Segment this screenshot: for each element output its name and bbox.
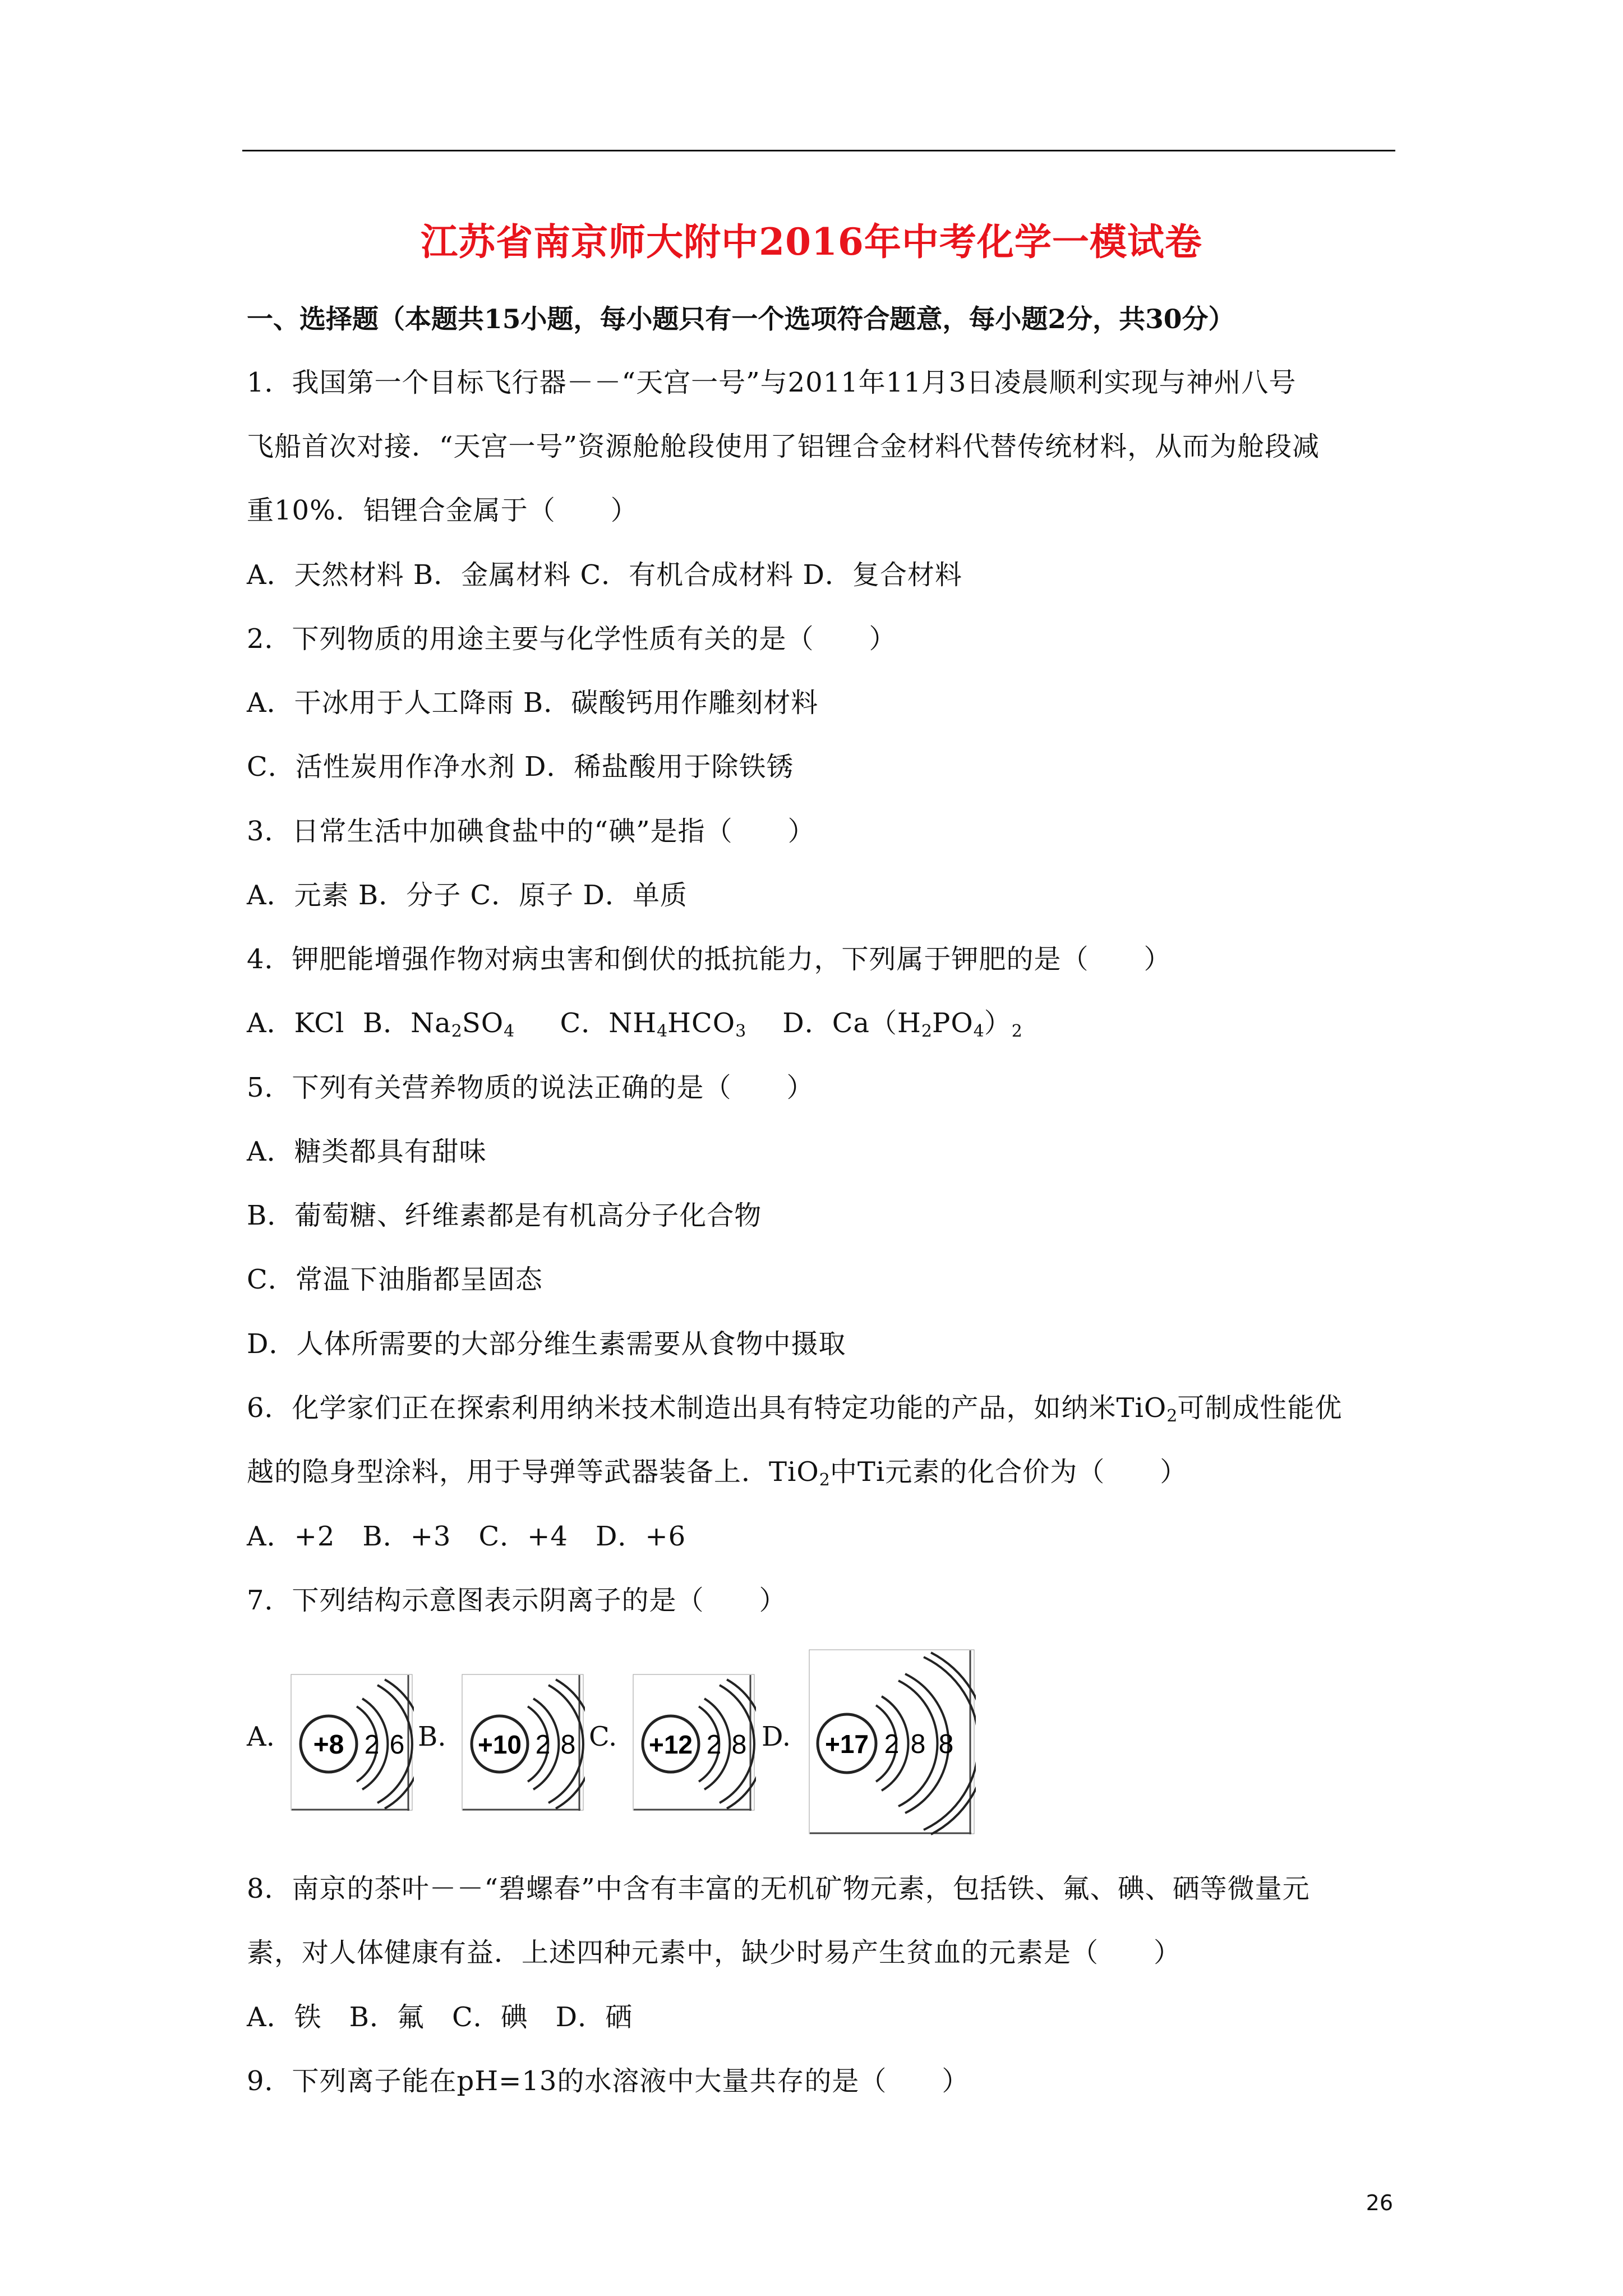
section-header: 一、选择题（本题共15小题，每小题只有一个选项符合题意，每小题2分，共30分） — [247, 304, 1235, 335]
q5-option-b: B．葡萄糖、纤维素都是有机高分子化合物 — [247, 1200, 762, 1231]
q3-stem: 3．日常生活中加碘食盐中的“碘”是指（ ） — [247, 816, 815, 847]
q7-b-nucleus: +10 — [477, 1730, 522, 1759]
q7-d-shell-1: 2 — [884, 1729, 900, 1759]
q7-stem: 7．下列结构示意图表示阴离子的是（ ） — [247, 1585, 787, 1616]
q1-line-1: 1．我国第一个目标飞行器－－“天宫一号”与2011年11月3日凌晨顺利实现与神州八号 — [247, 367, 1297, 398]
q7-c-shell-2: 8 — [731, 1730, 747, 1760]
q7-label-a: A. — [247, 1721, 275, 1752]
q1-line-3: 重10%．铝锂合金属于（ ） — [247, 495, 638, 526]
q7-atom-c — [633, 1674, 756, 1812]
q8-line-2: 素，对人体健康有益．上述四种元素中，缺少时易产生贫血的元素是（ ） — [247, 1937, 1182, 1968]
q4-option-b: B．$Na_2SO_4$ — [362, 1007, 515, 1041]
q7-b-shell-2: 8 — [560, 1730, 576, 1760]
q1-options: A．天然材料 B．金属材料 C．有机合成材料 D．复合材料 — [247, 559, 962, 591]
q1-line-2: 飞船首次对接．“天宫一号”资源舱舱段使用了铝锂合金材料代替传统材料，从而为舱段减 — [247, 431, 1320, 462]
q4-option-c: C．$NH_4HCO_3$ — [560, 1007, 746, 1041]
q7-label-b: B. — [418, 1721, 446, 1752]
q4-stem: 4．钾肥能增强作物对病虫害和倒伏的抵抗能力，下列属于钾肥的是（ ） — [247, 944, 1172, 975]
q2-options-ab: A．干冰用于人工降雨 B．碳酸钙用作雕刻材料 — [247, 687, 819, 719]
q7-atom-a — [291, 1674, 414, 1812]
q2-options-cd: C．活性炭用作净水剂 D．稀盐酸用于除铁锈 — [247, 751, 794, 783]
q7-a-nucleus: +8 — [313, 1730, 344, 1760]
q7-d-shell-2: 8 — [910, 1729, 926, 1759]
q9-stem: 9．下列离子能在pH=13的水溶液中大量共存的是（ ） — [247, 2065, 970, 2097]
q7-label-d: D. — [762, 1721, 791, 1752]
q6-line-2: 越的隐身型涂料，用于导弹等武器装备上．TiO$_2$中Ti元素的化合价为（ ） — [247, 1456, 1188, 1490]
q3-options: A．元素 B．分子 C．原子 D．单质 — [247, 880, 688, 911]
q8-options: A．铁 B．氟 C．碘 D．硒 — [247, 2001, 633, 2033]
q7-d-nucleus: +17 — [824, 1729, 869, 1759]
q7-a-shell-1: 2 — [364, 1730, 380, 1760]
q7-b-shell-1: 2 — [535, 1730, 551, 1760]
q5-option-a: A．糖类都具有甜味 — [247, 1136, 487, 1167]
q6-line-1: 6．化学家们正在探索利用纳米技术制造出具有特定功能的产品，如纳米TiO$_2$可制成性能优 — [247, 1392, 1343, 1426]
q7-c-nucleus: +12 — [648, 1730, 693, 1759]
q5-stem: 5．下列有关营养物质的说法正确的是（ ） — [247, 1072, 814, 1103]
q2-stem: 2．下列物质的用途主要与化学性质有关的是（ ） — [247, 623, 897, 655]
q7-c-shell-1: 2 — [706, 1730, 722, 1760]
q7-atom-d — [809, 1649, 976, 1835]
q8-line-1: 8．南京的茶叶－－“碧螺春”中含有丰富的无机矿物元素，包括铁、氟、碘、硒等微量元 — [247, 1873, 1310, 1904]
q4-option-a: A．KCl — [247, 1007, 345, 1039]
header-rule — [242, 150, 1395, 151]
q7-a-shell-2: 6 — [389, 1730, 405, 1760]
q5-option-c: C．常温下油脂都呈固态 — [247, 1264, 543, 1295]
page-number: 26 — [1366, 2191, 1393, 2215]
exam-title: 江苏省南京师大附中2016年中考化学一模试卷 — [421, 220, 1202, 264]
q4-options — [247, 1001, 1022, 1041]
q4-option-d: D．$Ca(H_2PO_4)_2$ — [782, 1007, 1022, 1041]
q6-options: A．+2 B．+3 C．+4 D．+6 — [247, 1521, 686, 1552]
q7-atom-b — [462, 1674, 585, 1812]
q5-option-d: D．人体所需要的大部分维生素需要从食物中摄取 — [247, 1328, 846, 1360]
q7-d-shell-3: 8 — [938, 1729, 954, 1759]
q7-label-c: C. — [589, 1721, 617, 1752]
